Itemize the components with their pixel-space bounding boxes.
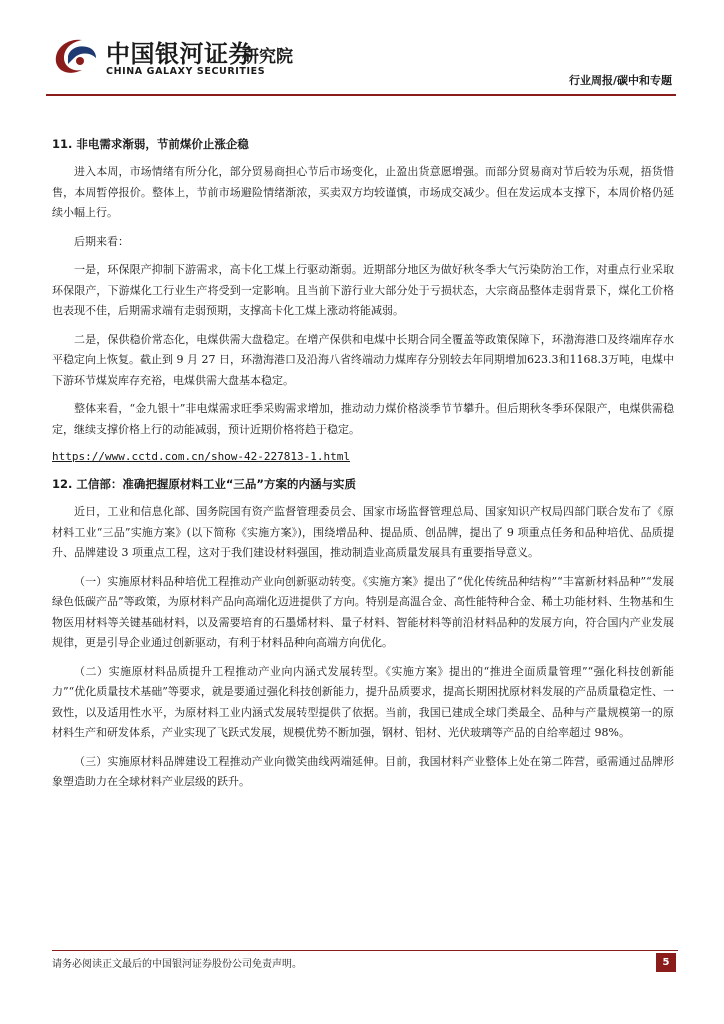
disclaimer-note: 请务必阅读正文最后的中国银河证券股份公司免责声明。 [52, 959, 302, 970]
brand-name-cn: 中国银河证券 [106, 40, 253, 68]
section-heading-11: 11. 非电需求渐弱，节前煤价止涨企稳 [52, 137, 249, 151]
paragraph: 一是，环保限产抑制下游需求，高卡化工煤上行驱动渐弱。近期部分地区为做好秋冬季大气污染防治工作，对重点行业采取环保限产，下游煤化工行业生产将受到一定影响。且当前下游行业大部分处于亏损状态，大宗商品整体走弱背景下，煤化工价格也表现不佳，后期需求端有走弱预期，支撑高卡化工煤上涨动将能减弱。 [52, 263, 674, 317]
paragraph: 二是，保供稳价常态化，电煤供需大盘稳定。在增产保供和电煤中长期合同全覆盖等政策保障下，环渤海港口及终端库存水平稳定向上恢复。截止到 9 月 27 日，环渤海港口及沿海八省终端动力煤库存分别较去年同期增加623.3和1168.3万吨，电煤中下游环节煤炭库存充裕，电煤供需大盘基本稳定。 [52, 332, 674, 387]
paragraph: 进入本周，市场情绪有所分化，部分贸易商担心节后市场变化，止盈出货意愿增强。而部分贸易商对节后较为乐观，捂货惜售，本周暂停报价。整体上，节前市场避险情绪渐浓，买卖双方均较谨慎，市场成交减少。但在发运成本支撑下，本周价格仍延续小幅上行。 [52, 165, 674, 219]
paragraph: （一）实施原材料品种培优工程推动产业向创新驱动转变。《实施方案》提出了“优化传统品种结构”“丰富新材料品种”“发展绿色低碳产品”等政策，为原材料产品向高端化迈进提供了方向。特别是高温合金、高性能特种合金、稀土功能材料、生物基和生物医用材料等关键基础材料，以及需要培育的石墨烯材料、量子材料、智能材料等前沿材料品种的发展方向，符合国内产业发展规律，更是引导企业通过创新驱动，有利于材料品种向高端方向优化。 [52, 574, 674, 649]
report-type: 行业周报/碳中和专题 [568, 74, 672, 87]
footer-divider [52, 950, 678, 951]
institute-label: 研究院 [242, 47, 293, 67]
section-heading-12: 12. 工信部：准确把握原材料工业“三品”方案的内涵与实质 [52, 477, 356, 491]
paragraph: 近日，工业和信息化部、国务院国有资产监督管理委员会、国家市场监督管理总局、国家知识产权局四部门联合发布了《原材料工业“三品”实施方案》(以下简称《实施方案》)，围绕增品种、提品质、创品牌，提出了 9 项重点任务和品种培优、品质提升、品牌建设 3 项重点工程，这对于我们建设材料强国，推动制造业高质量发展具有重要指导意义。 [52, 505, 674, 559]
source-link[interactable]: https://www.cctd.com.cn/show-42-227813-1.html [52, 450, 351, 463]
article-body [52, 136, 674, 801]
header-divider [46, 94, 676, 96]
paragraph: 整体来看，“金九银十”非电煤需求旺季采购需求增加，推动动力煤价格淡季节节攀升。但后期秋冬季环保限产，电煤供需稳定，继续支撑价格上行的动能减弱，预计近期价格将趋于稳定。 [52, 402, 674, 436]
galaxy-logo-icon [50, 34, 98, 78]
brand-name-en: CHINA GALAXY SECURITIES [106, 66, 266, 77]
paragraph: （三）实施原材料品牌建设工程推动产业向微笑曲线两端延伸。目前，我国材料产业整体上处在第二阵营，亟需通过品牌形象塑造助力在全球材料产业层级的跃升。 [52, 754, 674, 788]
paragraph: 后期来看： [74, 234, 129, 248]
page-header [46, 26, 676, 94]
page-number: 5 [656, 953, 676, 972]
paragraph: （二）实施原材料品质提升工程推动产业向内涵式发展转型。《实施方案》提出的“推进全面质量管理”“强化科技创新能力”“优化质量技术基础”等要求，就是要通过强化科技创新能力，提升品质要求，提高长期困扰原材料发展的产品质量稳定性、一致性，以及适用性水平，为原材料工业内涵式发展转型提供了依据。当前，我国已建成全球门类最全、品种与产量规模第一的原材料生产和研发体系，产业实现了飞跃式发展，规模优势不断加强，钢材、铝材、光伏玻璃等产品的自给率超过 98%。 [52, 664, 674, 739]
